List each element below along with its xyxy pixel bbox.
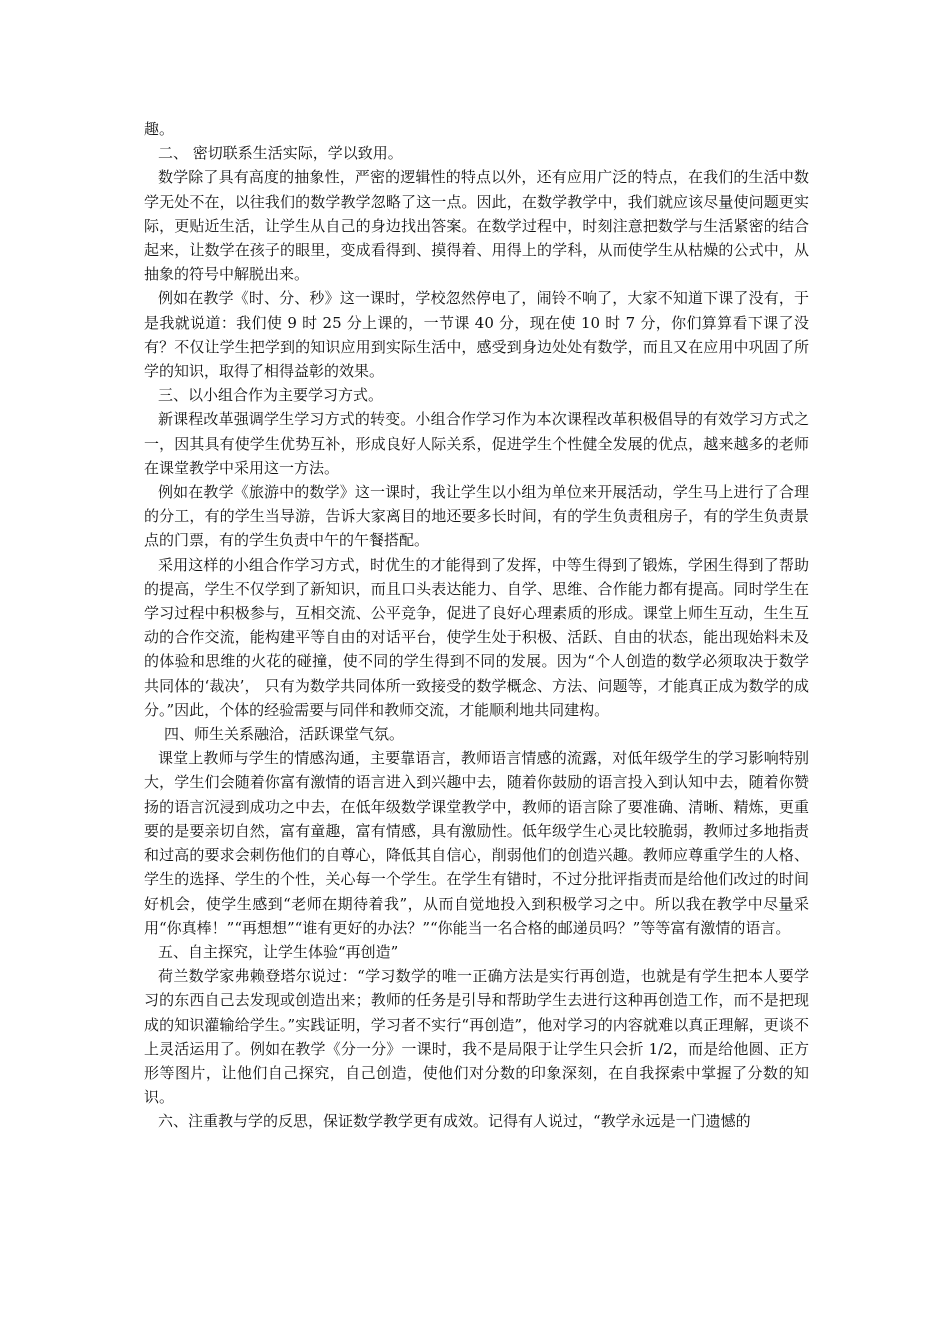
- section-heading-6: 六、注重教与学的反思，保证数学教学更有成效。记得有人说过，“教学永远是一门遗憾的: [158, 1112, 751, 1131]
- section-heading-4: 四、师生关系融洽，活跃课堂气氛。: [164, 725, 405, 744]
- section-heading-3: 三、以小组合作为主要学习方式。: [158, 386, 384, 405]
- body-paragraph: 新课程改革强调学生学习方式的转变。小组合作学习作为本次课程改革积极倡导的有效学习方式之一，因其具有使学生优势互补，形成良好人际关系，促进学生个性健全发展的优点，越来越多的老师在课堂教学中采用这一方法。: [144, 410, 809, 477]
- section-heading-5: 五、自主探究，让学生体验“再创造”: [158, 942, 399, 961]
- body-paragraph: 例如在教学《时、分、秒》这一课时，学校忽然停电了，闹铃不响了，大家不知道下课了没有，于是我就说道：我们使 9 时 25 分上课的，一节课 40 分，现在使 10 时 7 分，你们算算看下课了没有？不仅让学生把学到的知识应用到实际生活中，感受到身边处处有数学，而且又在应用中巩固了所学的知识，取得了相得益彰的效果。: [144, 289, 809, 381]
- body-paragraph: 荷兰数学家弗赖登塔尔说过：“学习数学的唯一正确方法是实行再创造，也就是有学生把本人要学习的东西自己去发现或创造出来；教师的任务是引导和帮助学生去进行这种再创造工作，而不是把现成的知识灌输给学生。”实践证明，学习者不实行“再创造”，他对学习的内容就难以真正理解，更谈不上灵活运用了。例如在教学《分一分》一课时，我不是局限于让学生只会折 1/2，而是给他圆、正方形等图片，让他们自己探究，自己创造，使他们对分数的印象深刻，在自我探索中掌握了分数的知识。: [144, 967, 809, 1107]
- paragraph-continuation: 趣。: [144, 120, 175, 138]
- body-paragraph: 数学除了具有高度的抽象性，严密的逻辑性的特点以外，还有应用广泛的特点，在我们的生活中数学无处不在，以往我们的数学教学忽略了这一点。因此，在数学教学中，我们就应该尽量使问题更实际，更贴近生活，让学生从自己的身边找出答案。在数学过程中，时刻注意把数学与生活紧密的结合起来，让数学在孩子的眼里，变成看得到、摸得着、用得上的学科，从而使学生从枯燥的公式中，从抽象的符号中解脱出来。: [144, 168, 809, 284]
- document-page: [144, 117, 809, 1134]
- body-paragraph: 例如在教学《旅游中的数学》这一课时，我让学生以小组为单位来开展活动，学生马上进行了合理的分工，有的学生当导游，告诉大家离目的地还要多长时间，有的学生负责租房子，有的学生负责景点的门票，有的学生负责中午的午餐搭配。: [144, 483, 809, 550]
- body-paragraph: 采用这样的小组合作学习方式，时优生的才能得到了发挥，中等生得到了锻炼，学困生得到了帮助的提高，学生不仅学到了新知识，而且口头表达能力、自学、思维、合作能力都有提高。同时学生在学习过程中积极参与，互相交流、公平竞争，促进了良好心理素质的形成。课堂上师生互动，生生互动的合作交流，能构建平等自由的对话平台，使学生处于积极、活跃、自由的状态，能出现始料未及的体验和思维的火花的碰撞，使不同的学生得到不同的发展。因为“个人创造的数学必须取决于数学共同体的‘裁决’， 只有为数学共同体所一致接受的数学概念、方法、问题等，才能真正成为数学的成分。”因此，个体的经验需要与同伴和教师交流，才能顺利地共同建构。: [144, 555, 809, 719]
- section-heading-2: 二、 密切联系生活实际，学以致用。: [158, 144, 403, 163]
- body-paragraph: 课堂上教师与学生的情感沟通，主要靠语言，教师语言情感的流露，对低年级学生的学习影响特别大，学生们会随着你富有激情的语言进入到兴趣中去，随着你鼓励的语言投入到认知中去，随着你赞扬的语言沉浸到成功之中去，在低年级数学课堂教学中，教师的语言除了要准确、清晰、精炼，更重要的是要亲切自然，富有童趣，富有情感，具有激励性。低年级学生心灵比较脆弱，教师过多地指责和过高的要求会刺伤他们的自尊心，降低其自信心，削弱他们的创造兴趣。教师应尊重学生的人格、学生的选择、学生的个性，关心每一个学生。在学生有错时，不过分批评指责而是给他们改过的时间好机会，使学生感到“老师在期待着我”，从而自觉地投入到积极学习之中。所以我在教学中尽量采用“你真棒！”“再想想”“谁有更好的办法？”“你能当一名合格的邮递员吗？”等等富有激情的语言。: [144, 749, 809, 937]
